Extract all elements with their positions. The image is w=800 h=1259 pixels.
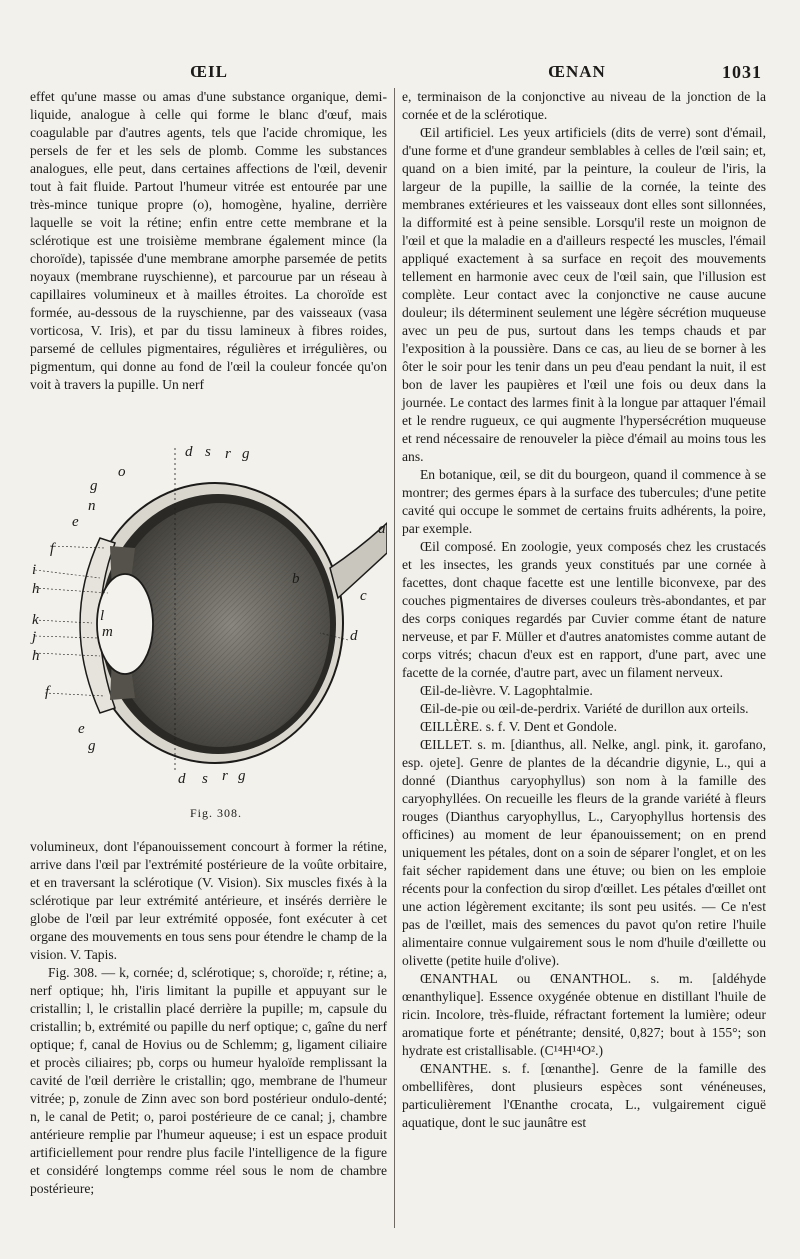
- column-divider: [394, 88, 395, 1228]
- svg-text:e: e: [72, 514, 79, 530]
- svg-text:o: o: [118, 464, 126, 480]
- svg-text:k: k: [32, 612, 39, 628]
- entry-oenanthe: ŒNANTHE. s. f. [œnanthe]. Genre de la famille des ombellifères, dont plusieurs espèces sont vénéneuses, particulièrement l'Œnanthe crocata, L., vulgairement ciguë aquatique, dont le suc jaunâtre est: [402, 1061, 766, 1130]
- entry-oeillere: ŒILLÈRE. s. f. V. Dent et Gondole.: [420, 719, 617, 734]
- svg-text:d: d: [350, 628, 358, 644]
- svg-text:g: g: [90, 478, 98, 494]
- left-column-top: [30, 88, 387, 394]
- svg-text:h: h: [32, 648, 40, 664]
- svg-text:r: r: [225, 446, 231, 462]
- svg-text:g: g: [242, 446, 250, 462]
- svg-text:r: r: [222, 768, 228, 784]
- svg-text:b: b: [292, 571, 300, 587]
- svg-text:h: h: [32, 581, 40, 597]
- svg-text:d: d: [178, 771, 186, 787]
- svg-text:l: l: [100, 608, 105, 624]
- figure-legend: Fig. 308. — k, cornée; d, sclérotique; s, choroïde; r, rétine; a, nerf optique; hh, l'iris limitant la pupille et appuyant sur le cristallin; l, le cristallin placé derrière la pupille; m, capsule du cristallin; b, extrémité ou papille du nerf optique; c, gaîne du nerf optique; f, canal de Hovius ou de Schlemm; g, ligament ciliaire et procès ciliaires; pb, corps ou humeur hyaloïde remplissant la cavité de l'œil derrière le cristallin; qgo, membrane de l'humeur vitrée; p, zonule de Zinn avec son bord postérieur ondulo-denté; n, le canal de Petit; o, paroi postérieure de ce canal; j, chambre antérieure remplie par l'humeur aqueuse; i est un espace produit artificiellement pour rendre plus facile l'intelligence de la figure et considéré longtemps comme réel sous le nom de chambre postérieure;: [30, 965, 387, 1196]
- svg-text:g: g: [88, 738, 96, 754]
- right-column: [402, 88, 766, 1132]
- entry-oeil-artificiel: Œil artificiel. Les yeux artificiels (dits de verre) sont d'émail, d'une forme et d'une grandeur semblables à celles de l'œil sain; et, quand on a bien imité, par la peinture, la couleur de l'iris, la largeur de la pupille, la saillie de la cornée, la teinte des membranes extérieures et les vaisseaux dont elles sont sillonnées, la difformité est à peine sensible. Lorsqu'il reste un moignon de l'œil et que la maladie en a d'ailleurs respecté les muscles, l'émail appliqué exactement à sa surface en reçoit des mouvements tellement en harmonie avec ceux de l'œil sain, que l'illusion est complète. Leur contact avec la conjonctive ne cause aucune douleur; ils déterminent seulement une légère sécrétion muqueuse avec un peu de pus, surtout dans les temps chauds et par l'exposition à la poussière. Dans ce cas, au lieu de se borner à les ôter le soir pour les tenir dans un peu d'eau pendant la nuit, il est bon de laver les paupières et l'œil une fois ou deux dans la journée. Le contact des larmes finit à la longue par attaquer l'émail et le rendre rugueux, ce qui augmente l'hypersécrétion muqueuse et rend nécessaire de renouveler la pièce d'émail au moins tous les ans.: [402, 125, 766, 464]
- svg-text:f: f: [45, 684, 50, 700]
- svg-text:n: n: [88, 498, 96, 514]
- eye-diagram: [30, 428, 387, 808]
- page-number: 1031: [722, 62, 762, 82]
- svg-text:e: e: [78, 721, 85, 737]
- running-head-left: ŒIL: [190, 62, 228, 81]
- svg-text:c: c: [360, 588, 367, 604]
- entry-oenanthal: ŒNANTHAL ou ŒNANTHOL. s. m. [aldéhyde œnanthylique]. Essence oxygénée obtenue en distillant l'huile de ricin. Incolore, très-fluide, réfractant fortement la lumière; odeur aromatique forte et pénétrante; densité, 0,827; bout à 155°; son hydrate est cristallisable. (C¹⁴H¹⁴O².): [402, 971, 766, 1058]
- svg-text:g: g: [238, 768, 246, 784]
- svg-text:a: a: [378, 521, 386, 537]
- entry-oeil-compose: Œil composé. En zoologie, yeux composés chez les crustacés et les insectes, les grands yeux constitués par une cornée à facettes, dont chaque facette est une lentille biconvexe, par des couches pigmentaires de diverses couleurs très-abondantes, et par des corps coniques regardés par Cuvier comme étant de nature nerveuse, et par F. Müller et d'autres anatomistes comme autant de corps vitrés; chacun d'eux est en rapport, d'une part, avec une facette de la cornée, d'autre part, avec un filament nerveux.: [402, 539, 766, 680]
- svg-text:d: d: [185, 444, 193, 460]
- left-column-bottom: [30, 838, 387, 1198]
- paragraph-botanique: En botanique, œil, se dit du bourgeon, quand il commence à se montrer; des germes épars à la surface des tubercules; d'une petite cavité qui occupe le sommet de certains fruits adhérents, la poire, par exemple.: [402, 467, 766, 536]
- entry-oeillet: ŒILLET. s. m. [dianthus, all. Nelke, angl. pink, it. garofano, esp. ojete]. Genre de plantes de la décandrie digynie, L., qui a donné (Dianthus caryophyllus) son nom à la famille des caryophyllées. On recueille les fleurs de la grande variété à fleurs rouges (Dianthus caryophyllus, L., Caryophyllus hortensis des officines) au moment de leur épanouissement; on en prend uniquement les pétales, dont on a soin de séparer l'onglet, et on les fait sécher rapidement dans une étuve; ou bien on les emploie récents pour la confection du sirop d'œillet. Les pétales d'œillet ont une action légèrement excitante; ils sont peu usités. — Ce n'est pas de l'œillet, mais des semences du pavot qu'on retire l'huile alimentaire connue vulgairement sous le nom d'huile d'œillette ou olivette (petite huile d'olive).: [402, 737, 766, 968]
- svg-text:m: m: [102, 624, 113, 640]
- paragraph: effet qu'une masse ou amas d'une substance organique, demi-liquide, analogue à celle qui forme le blanc d'œuf, mais coagulable par d'autres agents, tels que l'acide chromique, les persels de fer et les sels de plomb. Comme les substances analogues, elle peut, dans certaines affections de l'œil, devenir tout à fait fluide. Partout l'humeur vitrée est entourée par une très-mince tunique propre (o), homogène, hyaline, derrière laquelle se voit la rétine; enfin entre cette membrane et la sclérotique est une troisième membrane également mince (la choroïde), tapissée d'une membrane amorphe parsemée de petits noyaux (membrane ruyschienne), et parcourue par un réseau à capillaires volumineux et à mailles étroites. La choroïde est formée, au-dessous de la ruyschienne, par des vaisseaux (vasa vorticosa, V. Iris), et par du tissu lamineux à fibres roides, parsemé de cellules pigmentaires, régulières et irrégulières, ou pigmentum, qui donne au fond de l'œil la couleur foncée qu'on voit à travers la pupille. Un nerf: [30, 89, 387, 392]
- svg-text:j: j: [32, 629, 37, 645]
- eye-figure: [30, 428, 387, 808]
- paragraph: volumineux, dont l'épanouissement concourt à former la rétine, arrive dans l'œil par l'extrémité postérieure de la voûte orbitaire, et en traversant la sclérotique (V. Vision). Six muscles fixés à la sclérotique par leur extrémité antérieure, et insérés derrière le globe de l'œil par leur extrémité opposée, font exécuter à cet organe des mouvements en tous sens pour étendre le champ de la vision. V. Tapis.: [30, 839, 387, 962]
- entry-oeil-de-pie: Œil-de-pie ou œil-de-perdrix. Variété de durillon aux orteils.: [420, 701, 749, 716]
- running-head-center: ŒNAN: [548, 62, 606, 81]
- paragraph: e, terminaison de la conjonctive au niveau de la jonction de la cornée et de la sclérotique.: [402, 89, 766, 122]
- svg-text:s: s: [202, 771, 208, 787]
- svg-text:s: s: [205, 444, 211, 460]
- entry-oeil-de-lievre: Œil-de-lièvre. V. Lagophtalmie.: [420, 683, 593, 698]
- svg-text:i: i: [32, 562, 37, 578]
- figure-caption: Fig. 308.: [190, 806, 243, 820]
- svg-text:f: f: [50, 541, 55, 557]
